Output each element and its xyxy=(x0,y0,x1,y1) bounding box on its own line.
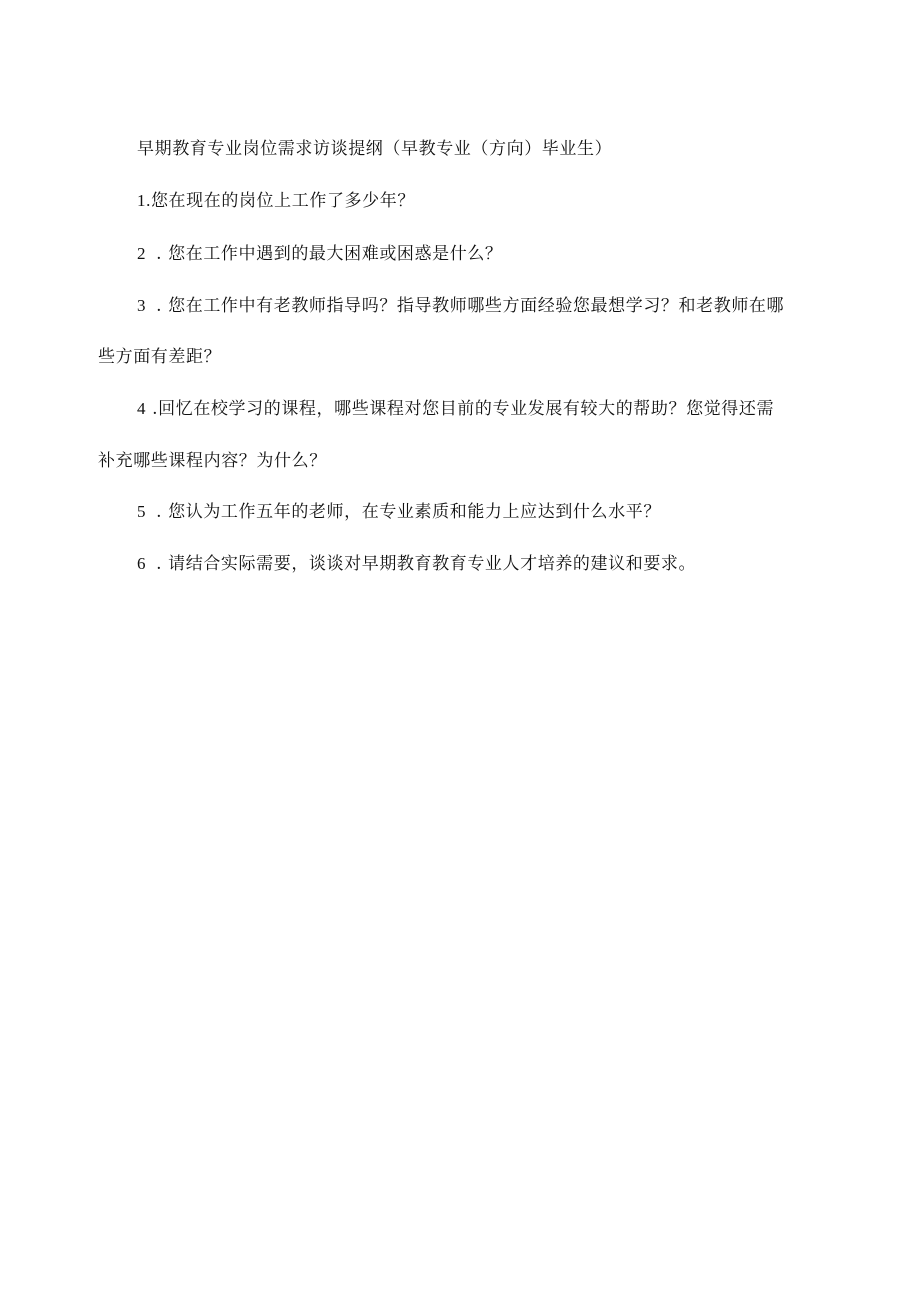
question-number: 3 xyxy=(137,296,147,315)
question-3 xyxy=(0,294,920,318)
document-title: 早期教育专业岗位需求访谈提纲（早教专业（方向）毕业生） xyxy=(137,139,613,159)
question-text: . 您认为工作五年的老师，在专业素质和能力上应达到什么水平？ xyxy=(156,502,661,522)
question-text: . 您在工作中遇到的最大困难或困惑是什么？ xyxy=(156,244,503,264)
question-text: . 您在工作中有老教师指导吗？指导教师哪些方面经验您最想学习？和老教师在哪 xyxy=(156,296,785,316)
question-number: 5 xyxy=(137,502,147,521)
question-6 xyxy=(0,552,920,576)
question-number: 6 xyxy=(137,554,147,573)
question-5 xyxy=(0,500,920,524)
question-4-continuation: 补充哪些课程内容？为什么？ xyxy=(98,451,327,471)
question-text: .回忆在校学习的课程，哪些课程对您目前的专业发展有较大的帮助？您觉得还需 xyxy=(152,399,775,419)
question-1 xyxy=(0,189,920,213)
question-text: 您在现在的岗位上工作了多少年？ xyxy=(150,191,415,211)
question-text: . 请结合实际需要，谈谈对早期教育教育专业人才培养的建议和要求。 xyxy=(156,554,697,574)
question-number: 2 xyxy=(137,244,147,263)
question-4 xyxy=(0,397,920,421)
question-3-continuation: 些方面有差距？ xyxy=(98,347,222,367)
question-number: 1. xyxy=(137,191,151,210)
question-number: 4 xyxy=(137,399,147,418)
question-2 xyxy=(0,242,920,266)
